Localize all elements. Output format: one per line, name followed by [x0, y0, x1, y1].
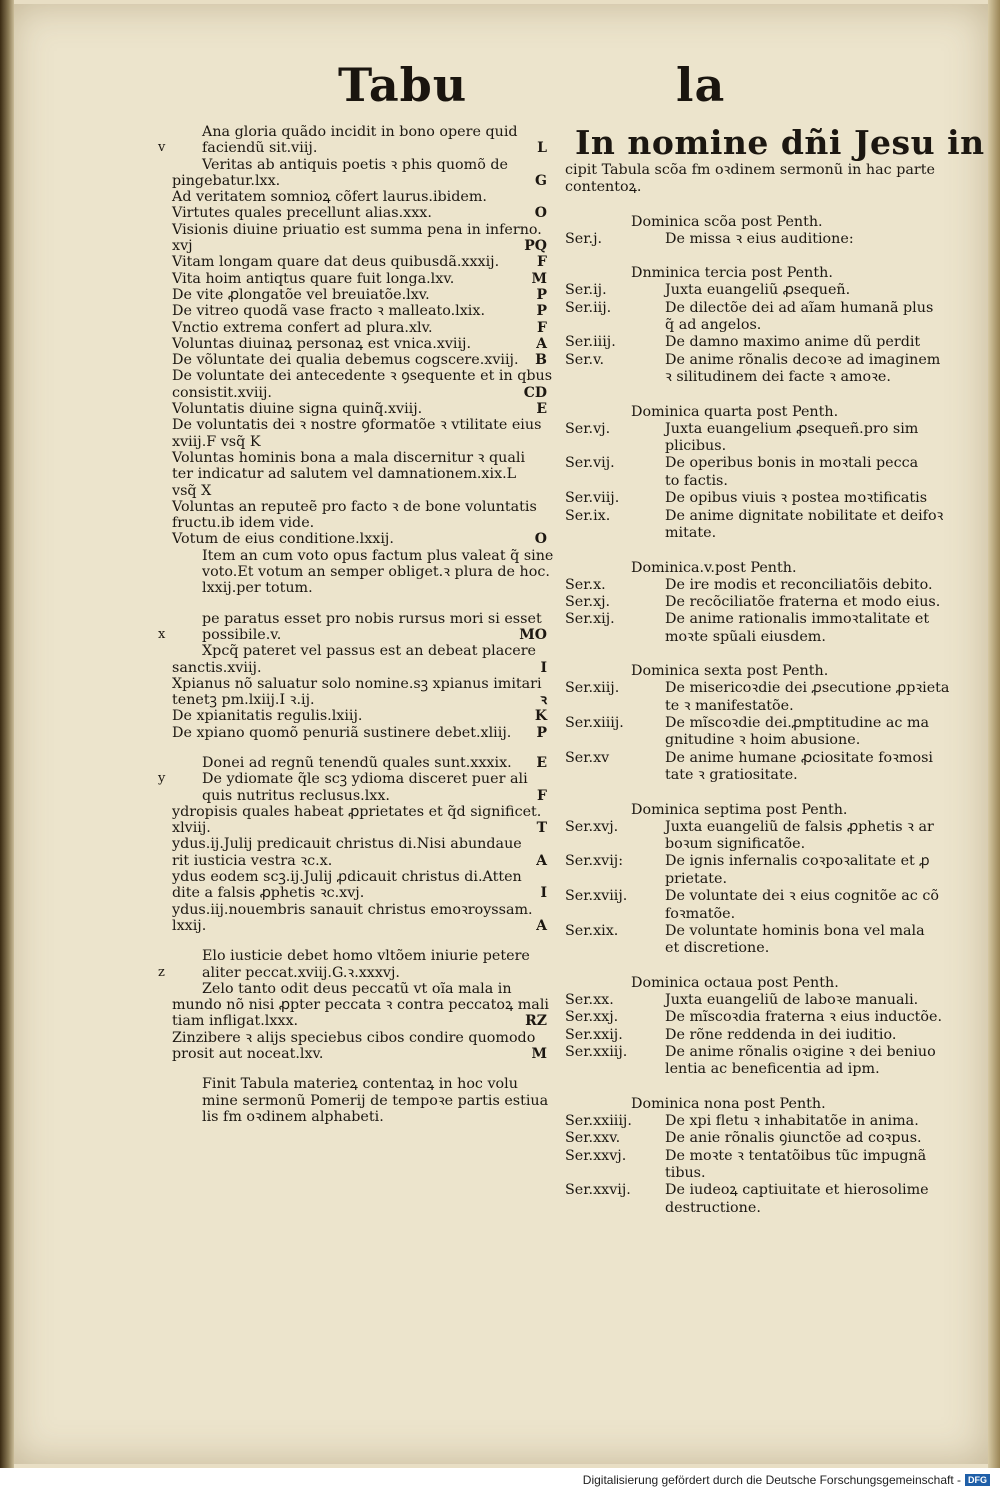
index-entry-text: Virtutes quales precellunt alias.xxx.	[172, 205, 432, 222]
index-entry-text: Visionis diuine priuatio est summa pena in inferno.	[172, 221, 542, 238]
sermon-entry	[565, 680, 949, 697]
section-marker-letter: ꝛ	[540, 692, 547, 709]
sermon-title-continuation: boꝛum significatõe.	[665, 835, 806, 852]
margin-letter: y	[158, 771, 166, 787]
index-entry-text: Xpianus nõ saluatur solo nomine.sꝫ xpianus imitari	[172, 675, 542, 692]
sermon-entry	[565, 231, 949, 248]
index-entry-line	[172, 124, 547, 140]
sermon-number: Ser.xiij.	[565, 680, 620, 697]
incipit-line: cipit Tabula scõa fm oꝛdinem sermonũ in hac parte	[565, 162, 935, 178]
index-entry-text: xlviij.	[172, 820, 211, 837]
sermon-number: Ser.ij.	[565, 282, 607, 299]
index-entry-text: faciendũ sit.viij.	[202, 140, 318, 157]
section-marker-letter: O	[534, 531, 547, 548]
sermon-title-continuation: prietate.	[665, 870, 728, 887]
sermon-entry	[565, 1130, 949, 1147]
index-entry-line	[172, 466, 547, 482]
section-marker-letter: K	[534, 708, 547, 725]
sermon-title-continuation: q̃ ad angelos.	[665, 317, 762, 334]
section-marker-letter: T	[536, 820, 547, 837]
section-marker-letter: A	[536, 335, 547, 352]
index-entry-text: lxxij.	[172, 917, 207, 934]
index-entry-line	[172, 531, 547, 547]
index-entry-line	[172, 755, 547, 771]
sermon-number: Ser.xxvij.	[565, 1182, 631, 1199]
index-entry-line	[172, 885, 547, 901]
index-entry-text: Voluntas hominis bona a mala discernitur ꝛ quali	[172, 449, 526, 466]
index-entry-text: Zelo tanto odit deus peccatũ vt oĩa mala in	[202, 980, 512, 997]
sermon-number: Ser.xxij.	[565, 1026, 623, 1043]
index-spacer	[172, 934, 547, 948]
index-entry-text: pingebatur.lxx.	[172, 172, 281, 189]
section-marker-letter: M	[531, 1046, 547, 1063]
index-column-left	[158, 124, 554, 1125]
sermon-number: Ser.v.	[565, 351, 604, 368]
sermon-title-continuation: to factis.	[665, 472, 728, 489]
index-entry-line	[172, 547, 554, 564]
sermon-number: Ser.ix.	[565, 507, 611, 524]
sermon-number: Ser.vj.	[565, 420, 611, 437]
index-entry-text: Vita hoim antiqtus quare fuit longa.lxv.	[172, 270, 455, 287]
sermon-title: De anime humane ꝓciositate foꝛmosi	[665, 749, 933, 766]
index-entry-line	[172, 804, 547, 820]
sermon-entry	[565, 888, 949, 905]
sermon-entry	[565, 421, 949, 438]
sermon-title-continuation: te ꝛ manifestatõe.	[665, 697, 794, 714]
sermon-title-continuation: lentia ac beneficentia ad ipm.	[665, 1061, 880, 1078]
index-entry-line	[172, 385, 547, 401]
sunday-heading: Dominica sexta post Penth.	[631, 663, 829, 680]
index-entry-text: De vite ꝓlongatõe vel breuiatõe.lxv.	[172, 286, 430, 303]
sermon-entry	[565, 508, 949, 525]
index-entry-line	[172, 189, 547, 205]
index-entry-line	[158, 964, 547, 981]
index-entry-line	[172, 254, 547, 270]
sermon-number: Ser.viij.	[565, 490, 620, 507]
sermon-title: De anime rõnalis oꝛigine ꝛ dei beniuo	[665, 1044, 936, 1061]
index-entry-line	[172, 320, 547, 336]
sermon-entry	[565, 853, 949, 870]
index-entry-text: Elo iusticie debet homo vltõem iniurie petere	[202, 948, 530, 965]
index-entry-line	[172, 948, 547, 964]
index-entry-line	[172, 1046, 547, 1062]
index-entry-line	[172, 902, 547, 918]
index-entry-line	[172, 499, 547, 515]
sermon-entry	[565, 334, 949, 351]
sermon-title: De recõciliatõe fraterna et modo eius.	[665, 593, 941, 610]
section-marker-letter: I	[540, 659, 547, 676]
sermon-number: Ser.xxv.	[565, 1130, 621, 1147]
sermon-number: Ser.xxiiij.	[565, 1112, 632, 1129]
sermon-number: Ser.xxj.	[565, 1009, 619, 1026]
index-entry-text: mundo nõ nisi ꝓpter peccata ꝛ contra peccatoꝝ mali	[172, 997, 549, 1014]
sermon-number: Ser.xj.	[565, 593, 611, 610]
section-marker-letter: P	[536, 303, 547, 320]
index-entry-line	[172, 676, 547, 692]
index-entry-text: Donei ad regnũ tenendũ quales sunt.xxxix.	[202, 754, 512, 771]
sermon-entry	[565, 1148, 949, 1165]
sermon-title: De xpi fletu ꝛ inhabitatõe in anima.	[665, 1112, 919, 1129]
index-entry-text: Zinzibere ꝛ alijs speciebus cibos condire quomodo	[172, 1029, 536, 1046]
index-entry-text: lis fm oꝛdinem alphabeti.	[202, 1108, 384, 1125]
index-entry-line	[172, 417, 547, 433]
index-entry-line	[172, 643, 547, 659]
sunday-heading: Dnminica tercia post Penth.	[631, 265, 833, 282]
sermon-number: Ser.iiij.	[565, 334, 616, 351]
index-entry-line	[172, 1013, 547, 1029]
index-entry-line	[172, 434, 547, 450]
index-entry-text: vsq̃ X	[172, 482, 212, 499]
index-entry-line	[172, 788, 547, 804]
section-gap	[565, 197, 949, 214]
sunday-heading: Dominica octaua post Penth.	[631, 974, 839, 991]
index-entry-line	[172, 336, 547, 352]
incipit-heading: In nomine dñi Jesu in	[575, 123, 985, 162]
sermon-title: De anime rationalis immoꝛtalitate et	[665, 611, 930, 628]
sunday-heading: Dominica septima post Penth.	[631, 801, 848, 818]
margin-letter: v	[158, 140, 166, 156]
section-marker-letter: F	[537, 254, 547, 271]
section-marker-letter: O	[534, 205, 547, 222]
index-entry-line	[172, 271, 547, 287]
sermon-title: De opibus viuis ꝛ postea moꝛtificatis	[665, 490, 928, 507]
sermon-entry	[565, 1009, 949, 1026]
sermon-title-continuation: foꝛmatõe.	[665, 905, 736, 922]
index-entry-text: quis nutritus reclusus.lxx.	[202, 787, 390, 804]
index-spacer	[172, 1062, 547, 1076]
index-entry-text: xvj	[172, 238, 193, 255]
index-entry-text: sanctis.xviij.	[172, 659, 262, 676]
section-marker-letter: F	[537, 319, 547, 336]
index-entry-line	[172, 660, 547, 676]
sermon-number: Ser.xxvj.	[565, 1147, 627, 1164]
index-entry-line	[158, 771, 547, 788]
index-entry-text: prosit aut noceat.lxv.	[172, 1046, 324, 1063]
running-head-right: la	[676, 58, 726, 112]
index-entry-line	[158, 626, 547, 643]
index-entry-text: ter indicatur ad salutem vel damnationem.xix.L	[172, 466, 517, 483]
section-marker-letter: I	[540, 885, 547, 902]
sermon-title-continuation: plicibus.	[665, 438, 727, 455]
sermon-number: Ser.xix.	[565, 923, 619, 939]
book-binding-edge	[0, 0, 14, 1468]
index-entry-text: Ana gloria quãdo incidit in bono opere quid	[202, 124, 518, 140]
sermon-entry	[565, 1027, 949, 1044]
section-marker-letter: CD	[523, 384, 547, 401]
sermon-number: Ser.xiiij.	[565, 714, 624, 731]
index-entry-text: Item an cum voto opus factum plus valeat q̃ sine	[202, 547, 554, 564]
sermon-title: De operibus bonis in moꝛtali pecca	[665, 455, 919, 472]
index-entry-line	[172, 708, 547, 724]
index-entry-line	[172, 836, 547, 852]
index-entry-text: Votum de eius conditione.lxxij.	[172, 531, 394, 548]
sermon-number: Ser.x.	[565, 576, 606, 593]
index-entry-text: Vitam longam quare dat deus quibusdã.xxxij.	[172, 254, 500, 271]
sermon-entry	[565, 352, 949, 369]
margin-letter: z	[158, 964, 165, 980]
index-entry-text: consistit.xviij.	[172, 384, 272, 401]
index-entry-line	[172, 564, 550, 581]
sermon-title: Juxta euangeliũ de falsis ꝓphetis ꝛ ar	[665, 818, 934, 835]
sermon-entry	[565, 1113, 949, 1130]
index-entry-line	[172, 853, 547, 869]
sermon-entry	[565, 923, 949, 940]
section-marker-letter: M	[531, 270, 547, 287]
sermon-entry	[565, 1182, 949, 1199]
sermon-title-continuation: ꝛ silitudinem dei facte ꝛ amoꝛe.	[665, 369, 891, 386]
sermon-number: Ser.xxiij.	[565, 1044, 628, 1061]
index-entry-line	[172, 205, 547, 221]
index-entry-text: xviij.F vsq̃ K	[172, 433, 261, 450]
index-entry-text: Finit Tabula materieꝝ contentaꝝ in hoc volu	[202, 1076, 518, 1093]
index-entry-line	[172, 1093, 547, 1109]
section-marker-letter: E	[536, 401, 547, 418]
index-entry-line	[172, 918, 547, 934]
dfg-logo: DFG	[965, 1474, 990, 1486]
index-entry-line	[172, 450, 547, 466]
sermon-title-continuation: tibus.	[665, 1165, 706, 1182]
index-entry-text: fructu.ib idem vide.	[172, 515, 315, 532]
sermon-sections	[565, 197, 949, 1217]
index-entry-text: lxxij.per totum.	[202, 580, 313, 597]
incipit-line: contentoꝝ.	[565, 179, 642, 196]
section-gap	[565, 387, 949, 404]
sermon-title: De damno maximo anime dũ perdit	[665, 334, 921, 351]
index-entry-text: rit iusticia vestra ꝛc.x.	[172, 852, 333, 869]
digitization-footer	[583, 1473, 990, 1487]
section-marker-letter: PQ	[524, 238, 547, 255]
section-marker-letter: A	[536, 852, 547, 869]
index-entry-line	[172, 483, 547, 499]
section-marker-letter: P	[536, 286, 547, 303]
sermon-title: De anime dignitate nobilitate et deifoꝛ	[665, 507, 944, 524]
sermon-number: Ser.j.	[565, 230, 603, 247]
section-gap	[565, 1079, 949, 1096]
sermon-entry	[565, 594, 949, 611]
index-entry-text: pe paratus esset pro nobis rursus mori si esset	[202, 610, 542, 627]
section-marker-letter: L	[537, 140, 547, 157]
sermon-table-column-right	[565, 123, 985, 1217]
section-marker-letter: RZ	[525, 1013, 547, 1030]
index-entry-line	[172, 820, 547, 836]
index-entry-text: De vitreo quodã vase fracto ꝛ malleato.lxix.	[172, 303, 485, 320]
sermon-title: De missa ꝛ eius auditione:	[665, 230, 854, 247]
sermon-entry	[565, 490, 949, 507]
sermon-title-continuation: gnitudine ꝛ hoim abusione.	[665, 732, 861, 749]
index-entry-text: mine sermonũ Pomerij de tempoꝛe partis estiua	[202, 1092, 549, 1109]
index-entry-line	[158, 140, 547, 157]
index-entry-line	[172, 238, 547, 254]
index-entry-text: ydropisis quales habeat ꝓprietates et q̃d significet.	[172, 803, 542, 820]
index-entry-text: possibile.v.	[202, 626, 282, 643]
index-entry-text: De voluntate dei antecedente ꝛ ꝯsequente et in qbus	[172, 368, 553, 385]
sermon-entry	[565, 577, 949, 594]
sermon-number: Ser.xviij.	[565, 888, 628, 905]
section-marker-letter: F	[537, 787, 547, 804]
sermon-entry	[565, 1044, 949, 1061]
sunday-heading: Dominica.v.post Penth.	[631, 559, 797, 576]
section-gap	[565, 248, 949, 265]
index-entry-line	[172, 157, 547, 173]
footer-text: Digitalisierung gefördert durch die Deutsche Forschungsgemeinschaft -	[582, 1473, 961, 1487]
sermon-entry	[565, 750, 949, 767]
section-marker-letter: G	[535, 172, 547, 189]
index-spacer	[172, 597, 547, 611]
sermon-title-continuation: tate ꝛ gratiositate.	[665, 767, 798, 784]
sermon-number: Ser.xvj.	[565, 818, 619, 835]
sermon-entry	[565, 282, 949, 299]
index-entry-line	[172, 401, 547, 417]
sermon-number: Ser.xv	[565, 749, 610, 766]
running-head-left: Tabu	[338, 58, 468, 112]
index-entry-line	[172, 287, 547, 303]
index-entry-text: tenetꝫ pm.lxiij.I ꝛ.ij.	[172, 692, 315, 709]
section-gap	[565, 646, 949, 663]
index-entry-text: dite a falsis ꝓphetis ꝛc.xvj.	[172, 885, 365, 902]
index-entry-text: ydus.ij.Julij predicauit christus di.Nisi abundaue	[172, 836, 522, 853]
sermon-entry	[565, 455, 949, 472]
section-marker-letter: P	[536, 724, 547, 741]
index-spacer	[172, 741, 547, 755]
sermon-title: De misericoꝛdie dei ꝓsecutione ꝓpꝛieta	[665, 680, 950, 697]
index-entry-text: ydus.iij.nouembris sanauit christus emoꝛroyssam.	[172, 901, 533, 918]
sermon-title: De iudeoꝝ captiuitate et hierosolime	[665, 1182, 929, 1199]
section-marker-letter: B	[535, 352, 547, 369]
index-entry-text: De voluntatis dei ꝛ nostre ꝯformatõe ꝛ vtilitate eius	[172, 417, 542, 434]
index-entry-line	[172, 1109, 547, 1125]
sermon-title: De mĩscoꝛdie dei.ꝓmptitudine ac ma	[665, 714, 930, 731]
sermon-number: Ser.vij.	[565, 455, 615, 472]
sermon-title-continuation: moꝛte spũali eiusdem.	[665, 628, 826, 645]
sermon-title-continuation: et discretione.	[665, 940, 770, 957]
index-entry-line	[172, 997, 547, 1013]
index-entry-text: Vnctio extrema confert ad plura.xlv.	[172, 319, 433, 336]
sunday-heading: Dominica quarta post Penth.	[631, 403, 839, 420]
index-entry-text: De võluntate dei qualia debemus cogscere.xviij.	[172, 352, 519, 369]
sermon-title: De voluntate dei ꝛ eius cognitõe ac cõ	[665, 888, 939, 905]
sermon-title: Juxta euangeliũ ꝓsequeñ.	[665, 282, 851, 299]
index-entry-text: De xpianitatis regulis.lxiij.	[172, 708, 363, 725]
index-entry-line	[172, 368, 553, 385]
index-entry-text: Xpcq̃ pateret vel passus est an debeat placere	[202, 643, 537, 660]
section-gap	[565, 785, 949, 802]
sermon-title: De moꝛte ꝛ tentatõibus tũc impugnã	[665, 1147, 927, 1164]
sermon-entry	[565, 611, 949, 628]
sermon-title: Juxta euangeliũ de laboꝛe manuali.	[665, 991, 919, 1008]
sermon-entry	[565, 715, 949, 732]
sermon-title-continuation: mitate.	[665, 525, 717, 542]
sermon-number: Ser.xx.	[565, 991, 614, 1008]
sermon-number: Ser.xij.	[565, 611, 615, 628]
sermon-title: De ire modis et reconciliatõis debito.	[665, 576, 933, 593]
sermon-entry	[565, 992, 949, 1009]
index-entry-text: De ydiomate q̃le scꝫ ydioma disceret puer ali	[202, 771, 528, 788]
index-entry-line	[172, 352, 547, 368]
index-entry-line	[172, 173, 547, 189]
index-entry-line	[172, 222, 547, 238]
sermon-entry	[565, 300, 949, 317]
section-marker-letter: E	[536, 754, 547, 771]
index-entry-line	[172, 869, 547, 885]
index-entry-line	[172, 1076, 547, 1092]
sermon-title: De anie rõnalis ꝯiunctõe ad coꝛpus.	[665, 1130, 922, 1147]
index-entry-text: De xpiano quomõ penuriã sustinere debet.xliij.	[172, 724, 512, 741]
sermon-number: Ser.xvij:	[565, 853, 624, 870]
sermon-title: Juxta euangelium ꝓsequeñ.pro sim	[665, 420, 919, 437]
index-entry-line	[172, 611, 547, 627]
index-entry-text: tiam infligat.lxxx.	[172, 1013, 299, 1030]
index-entry-text: Voluntas diuinaꝝ personaꝝ est vnica.xviij.	[172, 335, 472, 352]
sermon-number: Ser.iij.	[565, 299, 612, 316]
sermon-title: De anime rõnalis decoꝛe ad imaginem	[665, 351, 941, 368]
sermon-entry	[565, 819, 949, 836]
index-entry-line	[172, 981, 547, 997]
section-marker-letter: MO	[519, 626, 547, 643]
index-entry-line	[172, 725, 547, 741]
index-entry-text: Veritas ab antiquis poetis ꝛ phis quomõ de	[202, 156, 508, 173]
margin-letter: x	[158, 626, 166, 642]
index-entry-line	[172, 515, 547, 531]
index-entry-text: aliter peccat.xviij.G.ꝛ.xxxvj.	[202, 964, 400, 981]
sermon-title: De rõne reddenda in dei iuditio.	[665, 1026, 897, 1043]
index-entry-line	[172, 1030, 547, 1046]
sermon-title: De voluntate hominis bona vel mala	[665, 923, 925, 939]
sermon-title: De mĩscoꝛdia fraterna ꝛ eius inductõe.	[665, 1009, 943, 1026]
sermon-title-continuation: destructione.	[665, 1199, 761, 1216]
index-entry-text: voto.Et votum an semper obliget.ꝛ plura de hoc.	[202, 564, 550, 581]
section-gap	[565, 543, 949, 560]
index-entry-line	[172, 580, 547, 596]
index-entry-text: Voluntatis diuine signa quinq̃.xviij.	[172, 401, 423, 418]
section-marker-letter: A	[536, 917, 547, 934]
page-right-edge	[988, 0, 1000, 1468]
index-entry-text: Voluntas an reputeẽ pro facto ꝛ de bone voluntatis	[172, 498, 537, 515]
sunday-heading: Dominica scõa post Penth.	[631, 213, 823, 230]
index-entry-line	[172, 303, 547, 319]
index-entry-text: Ad veritatem somnioꝝ cõfert laurus.ibidem.	[172, 189, 487, 206]
index-entry-text: ydus eodem scꝫ.ij.Julij ꝓdicauit christus di.Atten	[172, 869, 522, 886]
sermon-title: De ignis infernalis coꝛpoꝛalitate et ꝓ	[665, 853, 930, 870]
sermon-title: De dilectõe dei ad aĩam humanã plus	[665, 299, 934, 316]
section-gap	[565, 958, 949, 975]
sunday-heading: Dominica nona post Penth.	[631, 1095, 826, 1112]
index-entry-line	[172, 692, 547, 708]
